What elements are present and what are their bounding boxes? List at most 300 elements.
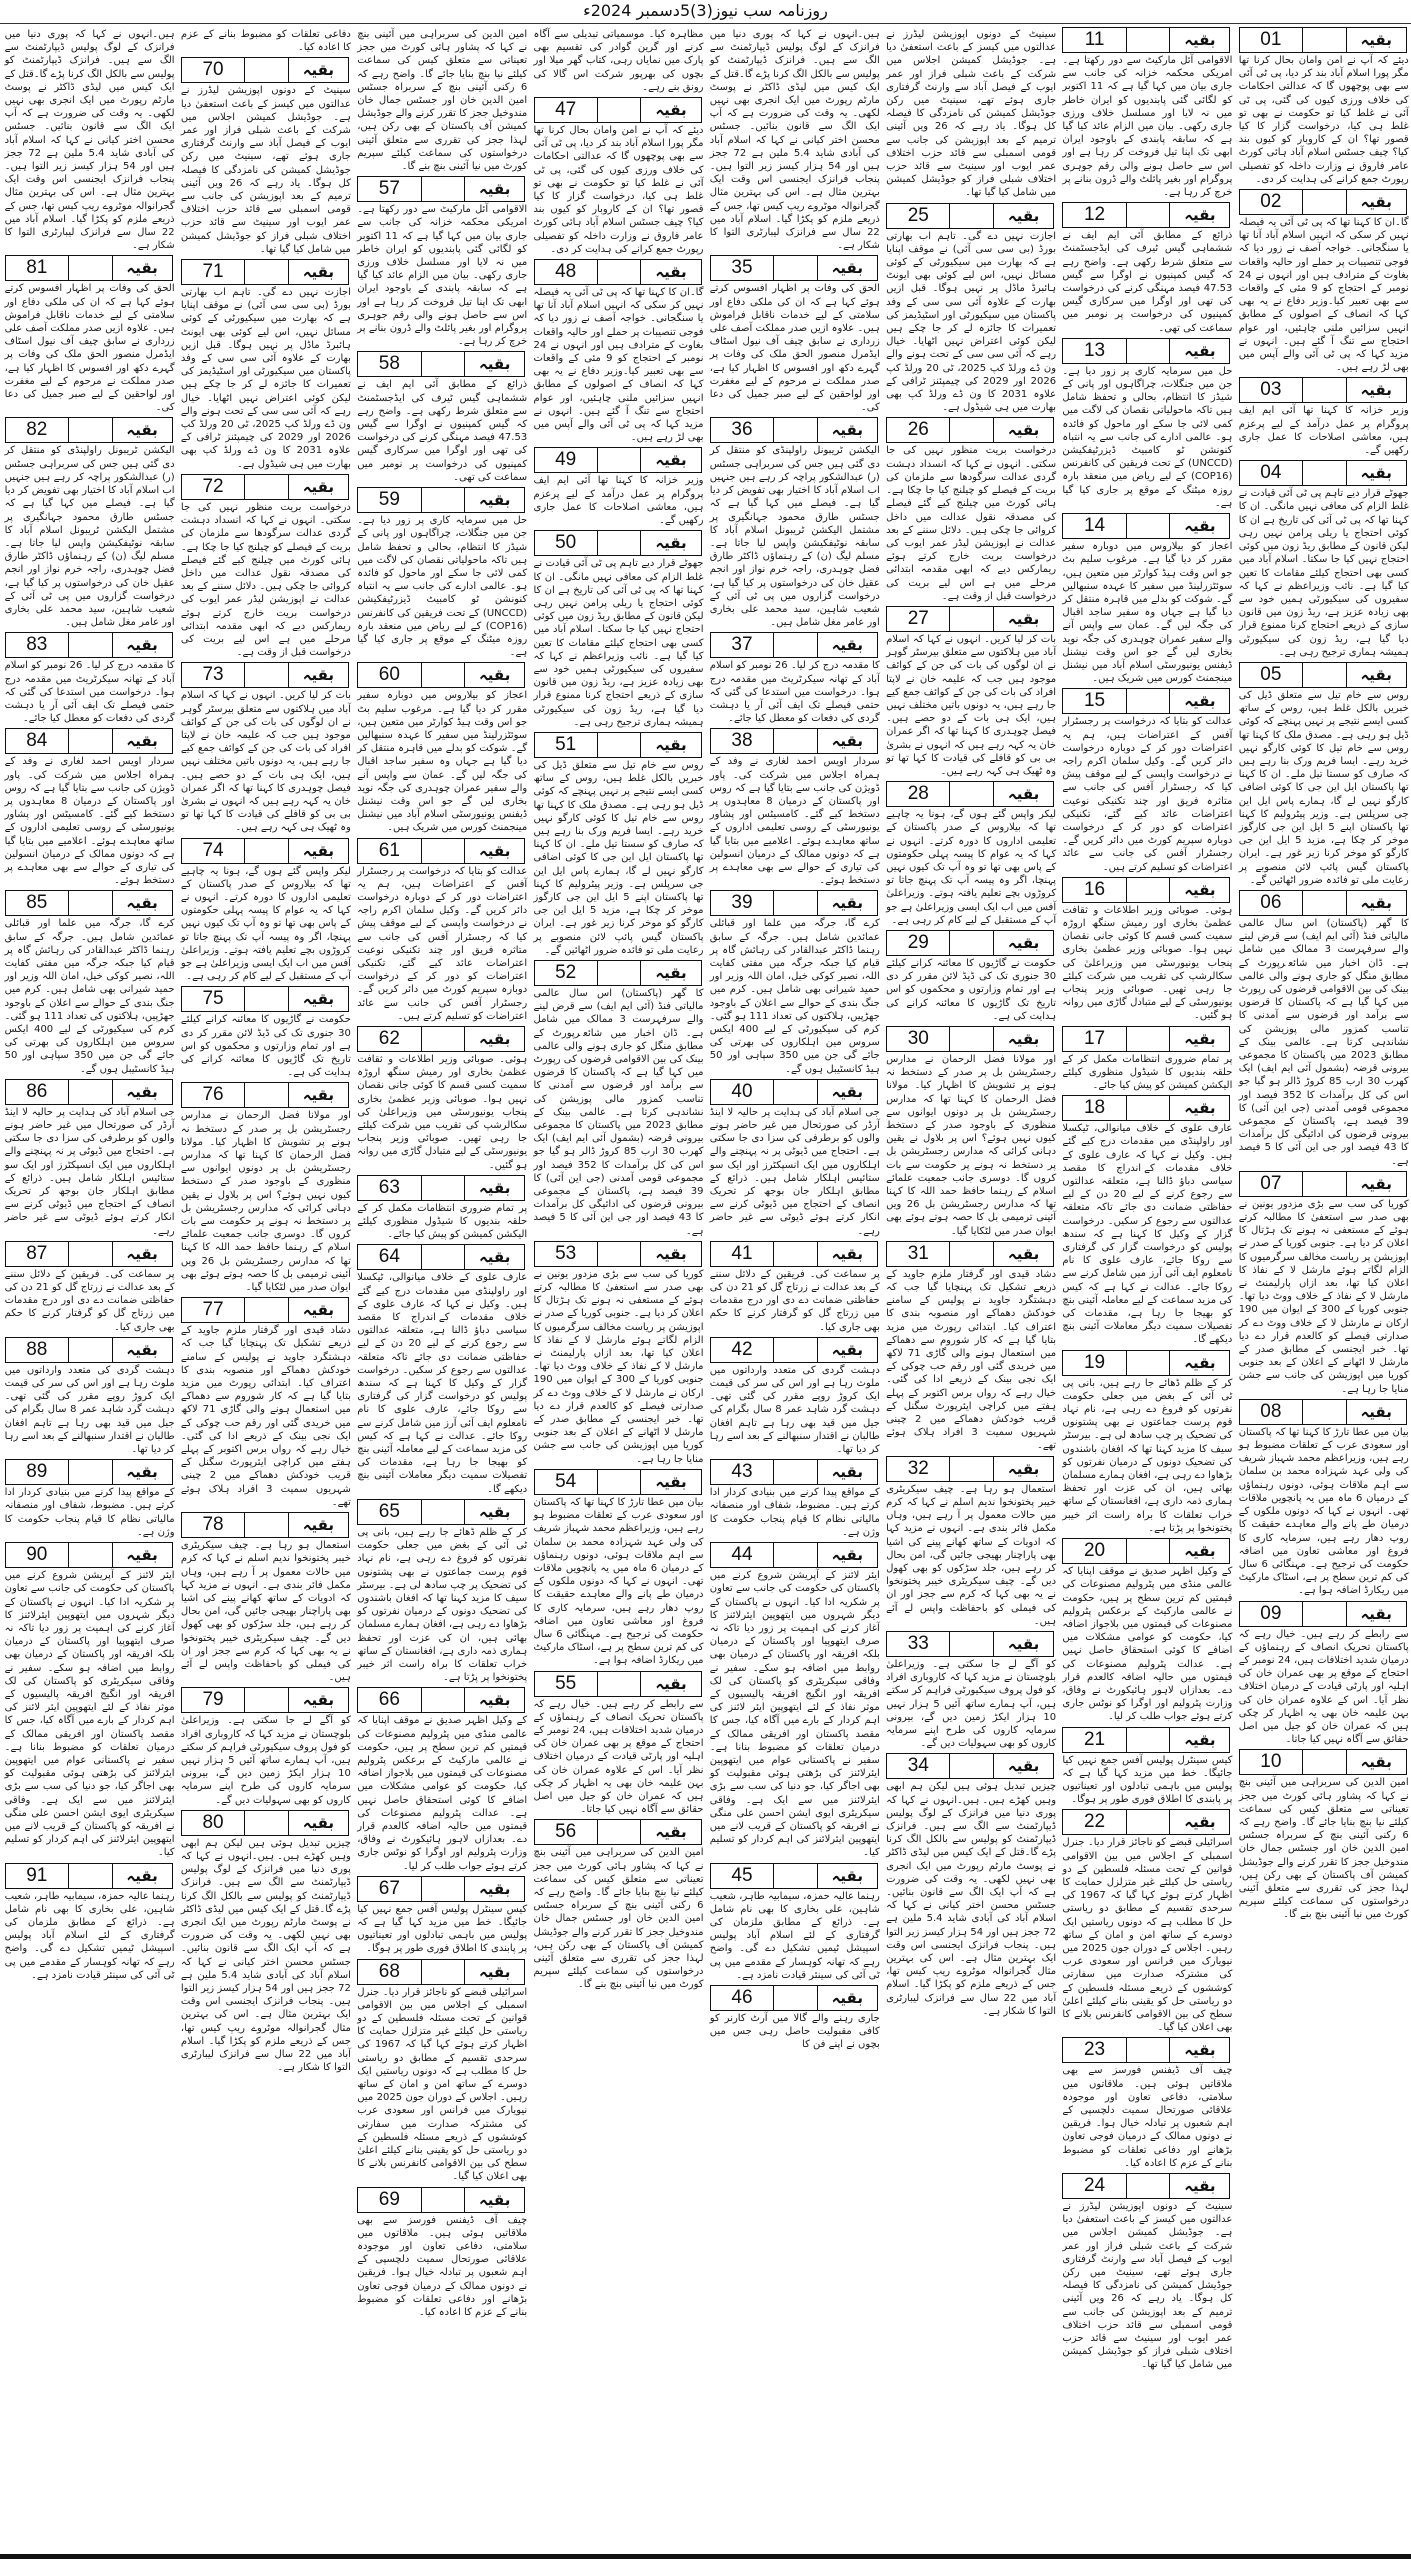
continuation-box — [1062, 202, 1230, 228]
continuation-box — [181, 1512, 349, 1538]
continuation-box — [5, 255, 173, 281]
article-continuation-text — [710, 755, 880, 887]
continuation-number: 86 — [6, 1080, 69, 1104]
continuation-box — [1239, 1749, 1407, 1775]
continuation-number: 01 — [1240, 28, 1303, 52]
article-continuation-text — [1062, 54, 1232, 199]
paragraph: کوریا کی سب سے بڑی مزدور یونین نے بھی صدر سے استعفیٰ کا مطالبہ کرتے ہوئے کے مستعفی نہ ہونے تک ہڑتال کا اعلان کر دیا ہے۔ جنوبی کوریا کے صدر نے اپوزیشن پر ریاست مخالف سرگرمیوں کا الزام لگاتے ہوئے مارشل لا کے نفاذ کا اعلان کیا تھا، بعد ازاں پارلیمنٹ نے مارشل لا کے نفاذ کے خلاف ووٹ دیا تھا۔ جنوبی کوریا کے 300 کے ایوان میں 190 ارکان نے مارشل لا کے خلاف ووٹ دے کر صدارتی فیصلے کو کالعدم قرار دے دیا تھا۔ خبر ایجنسی کے مطابق صدر کے مارشل لا اٹھانے کے اعلان کے بعد جنوبی کوریا میں اپوزیشن کی جانب سے جشن منایا جا رہا ہے۔ — [1238, 1198, 1409, 1395]
paragraph: کا گھر (پاکستان) اس سال عالمی مالیاتی فنڈ (آئی ایم ایف) سے قرض لینے والے سرفہرست 3 ممالک میں شامل ہے۔ ڈان اخبار میں شائع — [533, 987, 704, 1039]
continuation-box — [5, 1863, 173, 1889]
continuation-box-spacer — [598, 733, 642, 757]
continuation-box — [181, 259, 349, 285]
paragraph: گا۔ان کا کہنا تھا کہ پی ٹی آئی یہ فیصلہ نہیں کر سکی کہ انہیں اسلام آباد آنا تھا یا سنگجانی۔ خواجہ آصف نے زور دیا کہ فوجی تنصیبات پر حملے اور حالیہ واقعات بغاوت کے مترادف ہیں اور انہوں نے 24 نومبر کے احتجاج کو 9 مئی کے واقعات سے بھی تعبیر کیا۔وزیر دفاع نے یہ بھی کہا کہ انصاف کے اصولوں کے مطابق انہیں سزائیں ملنی چاہئیں، اور عوام احتجاج سے تنگ آ گئے ہیں۔ انہوں نے مزید کہا کہ پی ٹی آئی والے آپس میں بھی لڑ رہے ہیں۔ — [1238, 217, 1409, 374]
continuation-label: بقیہ — [126, 1244, 158, 1263]
continuation-number: 24 — [1063, 2174, 1126, 2198]
continuation-box — [710, 890, 878, 916]
paragraph: الحق کی وفات پر اظہار افسوس کرتے ہوئے کہا ہے کہ ان کی ملکی دفاع اور سلامتی کے لیے خدمات ناقابل فراموش ہیں۔ علاوہ ازیں صدر مملکت آصف علی زرداری نے سابق چیف آف نیول اسٹاف ایڈمرل منصور الحق ملک کی وفات پر گہرے دکھ اور افسوس کا اظہار کیا ہے، صدر مملکت نے مرحوم کے لیے مغفرت اور لواحقین کے لیے صبر جمیل کی دعا کی۔ — [709, 283, 880, 414]
continuation-label: بقیہ — [126, 894, 158, 913]
paragraph: سینیٹ کے دونوں اپوزیشن لیڈرز نے عدالتوں میں کیسز کے باعث استعفیٰ دیا ہے۔ جوڈیشل کمیشن اجلاس میں شرکت کے باعث شبلی فراز اور عمر ایوب کے فیصل آباد سے وارنٹ گرفتاری جاری ہوئے تھے، سینیٹ میں رکن جوڈیشل کمیشن کی نامزدگی کا فیصلہ کل ہوگا۔ یاد رہے کہ 26 ویں آئینی ترمیم کے بعد اپوزیشن کی جانب سے قومی اسمبلی سے قائد حزب اختلاف عمر ایوب اور سینیٹ سے قائد حزب اختلاف شبلی فراز کو جوڈیشل کمیشن میں شامل کیا گیا تھا۔ — [886, 29, 1057, 199]
article-continuation-text — [181, 84, 351, 256]
paragraph: اور مولانا فضل الرحمان نے مدارس رجسٹریشن بل پر صدر کے دستخط نہ ہونے پر تشویش کا اظہار کیا۔ مولانا فضل الرحمان کا کہنا تھا کہ مدارس رجسٹریشن بل پر دونوں ایوانوں سے منظوری کے باوجود صدر کے دستخط کیوں نہیں ہوئے؟ اس پر بلاول نے یقین دہانی کرائی کہ مدارس رجسٹریشن بل پر دستخط نہ ہونے پر حکومت سے بات کروں گا۔ دوسری جانب جمعیت علمائے اسلام کے رہنما حافظ حمد اللہ کا کہنا تھا کہ مدارس رجسٹریشن بل 26 ویں آئینی ترمیمی بل کا حصہ ہوتے ہوئے بھی ایوان صدر میں لٹکایا گیا۔ — [180, 1110, 351, 1294]
continuation-box — [357, 1026, 525, 1052]
column-4 — [710, 27, 880, 2055]
article-continuation-text — [5, 659, 175, 725]
continuation-label: بقیہ — [1360, 893, 1392, 912]
article-continuation-text — [357, 1986, 527, 2184]
continuation-label: بقیہ — [479, 666, 511, 685]
paragraph: اسرائیلی قبضے کو ناجائز قرار دیا۔ جنرل اسمبلی کے اجلاس میں بین الاقوامی قوانین کے تحت مسئلہ فلسطین کے دو ریاستی حل کیلئے غیر متزلزل حمایت کا اظہار کرتے ہوئے کہا گیا کہ 1967 کی سرحدی تقسیم کے مطابق دو ریاستی حل کا مطلب ہے کہ دونوں ریاستیں ایک دوسرے کے ساتھ امن و امان کے ساتھ رہیں۔ اجلاس کے دوران جون 2025 میں نیویارک میں فرانس اور سعودی عرب کی مشترکہ صدارت میں سفارتی کوششوں کے ذریعے مسئلہ فلسطین کے دو ریاستی حل کو یقینی بنانے کیلئے اعلیٰ سطح کی بین الاقوامی کانفرنس بلانے کا بھی اعلان کیا گیا۔ — [357, 1986, 528, 2183]
page-columns — [0, 27, 1411, 2554]
continuation-label: بقیہ — [1184, 517, 1216, 536]
continuation-box — [710, 1542, 878, 1568]
paragraph: کیس سینٹرل پولیس آفس جمع نہیں کیا جائیگا۔ خط میں مزید کہا گیا ہے کہ پولیس میں باہمی تبادلوں اور تعیناتیوں پر پابندی کا اطلاق فوری طور پر ہوگا۔ — [1062, 1754, 1233, 1806]
continuation-box — [1062, 1095, 1230, 1121]
continuation-box — [5, 1079, 173, 1105]
continuation-box-spacer — [1127, 689, 1171, 713]
article-continuation-text — [534, 1846, 704, 1991]
continuation-box — [1062, 338, 1230, 364]
continuation-number: 84 — [6, 729, 69, 753]
paragraph: حکومت نے گاڑیوں کا معائنہ کرانے کیلئے 30 جنوری تک کی ڈیڈ لائن مقرر کر دی ہے اور تمام وزارتوں و محکموں کو اس تاریخ تک گاڑیوں کا معائنہ کرانے کی ہدایت کی ہے۔ — [886, 957, 1057, 1022]
continuation-box — [1062, 1350, 1230, 1376]
continuation-box — [5, 1459, 173, 1485]
continuation-label: بقیہ — [479, 1691, 511, 1710]
paragraph: ایئر لائنز کے آپریشن شروع کرنے میں پاکستان کی حکومت کی جانب سے تعاون پر شکریہ ادا کیا۔ انہوں نے پاکستان کے دیگر شہروں میں ایتھوپین ایئرلائنز کا آغاز کرنے کی اہمیت پر زور دیا تاکہ نہ صرف ایتھوپیا اور پاکستان کے درمیان بلکہ افریقہ اور پاکستان کے درمیان بھی روابط میں اضافہ ہو سکے۔ سفیر نے وفاقی سیکریٹری کو پاکستان کی لک افریقہ اور انگیج افریقہ پالیسیوں کے موثر نفاذ کے لئے ایتھوپین ایئر لائنز کی اہم کردار کے بارے — [4, 1570, 175, 1727]
continuation-box — [1239, 890, 1407, 916]
article-continuation-text — [886, 1053, 1056, 1238]
paragraph: سینیٹ کے دونوں اپوزیشن لیڈرز نے عدالتوں میں کیسز کے باعث استعفیٰ دیا ہے۔ جوڈیشل کمیشن اجلاس میں شرکت کے باعث شبلی فراز اور عمر ایوب کے فیصل آباد سے وارنٹ گرفتاری جاری ہوئے تھے، سینیٹ میں رکن جوڈیشل کمیشن کی نامزدگی کا فیصلہ کل ہوگا۔ یاد رہے کہ 26 ویں آئینی ترمیم کے بعد اپوزیشن کی جانب سے قومی اسمبلی سے قائد حزب اختلاف عمر ایوب اور سینیٹ سے قائد حزب اختلاف شبلی فراز کو جوڈیشل کمیشن میں شامل کیا گیا تھا۔ — [1062, 2201, 1233, 2371]
article-continuation-text — [534, 759, 704, 957]
continuation-label: بقیہ — [302, 1086, 335, 1105]
article-continuation-text — [886, 1658, 1056, 1750]
paragraph: پر سماعت کی۔ فریقین کے دلائل سننے کے بعد عدالت نے زرتاج گل کو 21 دن کی حفاظتی ضمانت دے دی اور درج مقدمات میں زرتاج گل کو گرفتار کرنے کا حکم بھی جاری کیا۔ — [709, 1268, 880, 1333]
continuation-label: بقیہ — [479, 355, 511, 374]
continuation-label: بقیہ — [831, 421, 863, 440]
paragraph: کا مقدمہ درج کر لیا۔ 26 نومبر کو اسلام آباد کے تھانہ سیکرٹریٹ میں مقدمہ درج ہوا۔ درخواست میں استدعا کی گئی کہ حتمی فیصلے تک ایف آئی آر یا دہشت گردی کی دفعات کو معطل کیا جائے۔ — [709, 660, 880, 725]
continuation-number: 75 — [182, 987, 245, 1011]
continuation-box-spacer — [1127, 1351, 1171, 1375]
continuation-box-spacer — [774, 256, 818, 280]
continuation-box-spacer — [422, 1688, 466, 1712]
paragraph: بات کر لیا کریں۔ انہوں نے کہا کہ اسلام آباد میں ہلاکتوں سے متعلق بیرسٹر گوہر نے ان لوگوں کی بات کی جن کے کوائف موجود ہیں جب کہ علیمہ خان نے لاپتا افراد کی بات کی جن کے کوائف جمع کیے جا رہے ہیں، یہ دونوں باتیں مختلف نہیں ہیں، ایک ہی بات کے دو حصے ہیں۔ فیصل چوہدری کا کہنا تھا کہ اگر عمران خان یہ کہہ رہے ہیں کہ انہوں نے بشریٰ بی بی کو قافلے کی قیادت کا کہا تھا تو وہ ٹھیک ہی کہہ رہے ہیں۔ — [886, 633, 1057, 777]
continuation-number: 80 — [182, 1811, 245, 1835]
article-continuation-text — [534, 1496, 704, 1668]
continuation-box — [1239, 1171, 1407, 1197]
continuation-box-spacer — [245, 1513, 289, 1537]
continuation-label: بقیہ — [126, 732, 158, 751]
continuation-box — [181, 838, 349, 864]
continuation-box-spacer — [422, 839, 466, 863]
paragraph: کا مقدمہ درج کر لیا۔ 26 نومبر کو اسلام آباد کے تھانہ سیکرٹریٹ میں مقدمہ درج ہوا۔ درخواست میں استدعا کی گئی کہ حتمی فیصلے تک ایف آئی آر یا دہشت گردی کی دفعات کو معطل کیا جائے۔ — [4, 660, 175, 725]
continuation-box — [886, 1456, 1054, 1482]
masthead — [0, 0, 1411, 24]
article-continuation-text — [886, 444, 1056, 602]
paragraph: دفاعی تعلقات کو مضبوط بنانے کے عزم کا اعادہ کیا۔ — [180, 29, 351, 54]
continuation-number: 68 — [358, 1960, 421, 1984]
article-continuation-text — [5, 1890, 175, 1982]
continuation-label: بقیہ — [831, 636, 863, 655]
paragraph: ہیں۔انہوں نے کہا کہ پوری دنیا میں فرانزک کے لوگ پولیس ڈیپارٹمنٹ سے الگ سے ہیں۔ فرانزک ڈیپارٹمنٹ کو پولیس سے بالکل الگ کرنا پڑے گا۔قتل کے ایک کیس میں لیڈی ڈاکٹر نے پوسٹ مارٹم رپورٹ میں ایک انجری بھی نہیں لکھی۔ یہ وقت کی ضرورت ہے کہ آپ ایک الگ سے قانون بنائیں۔ جسٹس محسن اختر کیانی نے کہا کہ اسلام آباد کی آبادی شاید 5.4 ملین ہے 72 ججز ہیں اور 54 ہزار کیسز زیر التوا ہیں۔ پنجاب فرانزک ایجنسی اس وقت ایک بہترین مثال ہے۔ اس کی بہترین مثال گجرانوالہ موٹروے ریپ کیس تھا، جس کے ذریعے ملزم کو پکڑا گیا۔ اسلام آباد میں 22 سال سے فرانزک لیبارٹری التوا کا شکار ہے۔ — [709, 29, 880, 252]
article-continuation-text — [1062, 1377, 1232, 1535]
paragraph: کو آگے لے جا سکتی ہے۔ وزیراعلیٰ بلوچستان نے مزید کہا کہ کاروباری افراد کو فول پروف سیکیورٹی فراہم کر سکتے ہیں، آپ ہمارے ساتھ آئیں 5 ہزار نہیں 10 ہزار ایکڑ زمین دیں گے، بیرونی سرمایہ کاروں کی طرح اپنے سرمایہ کاروں کو بھی سہولیات دیں گے۔ — [886, 1658, 1057, 1750]
article-continuation-text — [357, 1053, 527, 1172]
continuation-number: 38 — [711, 729, 774, 753]
continuation-label: بقیہ — [126, 1463, 158, 1482]
continuation-box-spacer — [774, 891, 818, 915]
article-continuation-text — [357, 865, 527, 1023]
continuation-box-spacer — [598, 1820, 642, 1844]
continuation-number: 08 — [1240, 1400, 1303, 1424]
continuation-box — [710, 1079, 878, 1105]
article-continuation-text — [886, 1780, 1056, 2018]
paragraph: پر تمام ضروری انتظامات مکمل کر کے حلقہ بندیوں کا شیڈول منظوری کیلئے الیکشن کمیشن کو پیش کیا جائے۔ — [1062, 1053, 1233, 1091]
article-continuation-text — [5, 917, 175, 1075]
continuation-label: بقیہ — [1184, 1542, 1216, 1561]
article-continuation-text — [710, 282, 880, 414]
paragraph: جھوٹے قرار دیے تاہم پی ٹی آئی قیادت نے غلط الزام کی معافی نہیں مانگی۔ ان کا کہنا تھا کہ پی ٹی آئی کی تاریخ ہے ان کا کوئی احتجاج یا ریلی پرامن نہیں رہی لیکن قانون کے مطابق ریڈ زون میں کوئی احتجاج نہیں کیا جا سکتا۔ اسلام آباد میں کسی بھی احتجاج کیلئے مقامات کا تعین کیا گیا ہے۔ نائب وزیراعظم نے کہا کہ سفیروں کی سیکیورٹی ہمیں خود سے بھی زیادہ عزیز ہے، ریڈ زون میں قانون سازی کے ذریعے احتجاج کرنا ممنوع قرار دیا گیا ہے، ریڈ زون کی سیکیورٹی ہمیشہ ہماری ترجیح رہی ہے۔ — [1238, 488, 1409, 658]
continuation-label: بقیہ — [655, 963, 687, 982]
article-continuation-text — [886, 1268, 1056, 1453]
paragraph: امین الدین کی سربراہی میں آئینی بنچ نے کہا کہ پشاور ہائی کورٹ میں ججز تعیناتی سے متعلق کیس کی سماعت کیلئے نیا بنچ بنایا جائے گا۔ واضح رہے کہ 6 رکنی آئینی بنچ کے سربراہ جسٹس امین الدین خان اور جسٹس جمال خان مندوخیل ججز کا تقرر کرنے والے جوڈیشل کمیشن آف پاکستان کے بھی رکن ہیں، لہذا ججز کی تقرری سے متعلق آئینی درخواستوں کی سماعت کیلئے سپریم کورٹ میں نیا آئینی بنچ بنے گا۔ — [1238, 1777, 1409, 1921]
continuation-box — [1062, 1727, 1230, 1753]
article-continuation-text — [1062, 1122, 1232, 1346]
article-continuation-text — [357, 2214, 527, 2320]
article-continuation-text — [357, 1903, 527, 1956]
continuation-number: 11 — [1063, 28, 1126, 52]
article-continuation-text — [5, 1268, 175, 1334]
continuation-box — [1062, 2037, 1230, 2063]
article-continuation-text — [534, 987, 704, 1238]
paragraph: الیکشن ٹریبونل راولپنڈی کو منتقل کر دی گئی ہیں جس کی سربراہی جسٹس (ر) عبدالشکور پراچہ کر رہے ہیں جنہیں اب اسلام آباد کا اختیار بھی تفویض کر دیا گیا ہے۔ فیصلے میں کہا گیا ہے کہ جسٹس طارق محمود جہانگیری پر مشتمل الیکشن ٹریبونل اسلام آباد کا سابقہ نوٹیفکیشن واپس لیا جاتا ہے۔ مسلم لیگ (ن) کے رہنماؤں ڈاکٹر طارق فضل چوہدری، راجہ خرم نواز اور انجم عقیل خان کی درخواستوں پر کیا گیا ہے، درخواست گزاروں میں پی ٹی آئی کے شعیب شاہین، سید محمد علی بخاری اور عامر مغل شامل ہیں۔ — [4, 445, 175, 629]
continuation-box — [886, 1631, 1054, 1657]
continuation-box — [534, 97, 702, 123]
paragraph: سینیٹ کے دونوں اپوزیشن لیڈرز نے عدالتوں میں کیسز کے باعث استعفیٰ دیا ہے۔ جوڈیشل کمیشن اجلاس میں شرکت کے باعث شبلی فراز اور عمر ایوب کے فیصل آباد سے وارنٹ گرفتاری جاری ہوئے تھے، سینیٹ میں رکن جوڈیشل کمیشن کی نامزدگی کا فیصلہ کل ہوگا۔ یاد رہے کہ 26 ویں آئینی ترمیم کے بعد اپوزیشن کی جانب سے قومی اسمبلی سے قائد حزب اختلاف عمر ایوب اور سینیٹ سے قائد حزب اختلاف شبلی فراز کو جوڈیشل کمیشن میں شامل کیا گیا تھا۔ — [180, 85, 351, 255]
continuation-box-spacer — [245, 475, 289, 499]
continuation-box — [1239, 27, 1407, 53]
continuation-number: 91 — [6, 1864, 69, 1888]
continuation-box-spacer — [1127, 339, 1171, 363]
continuation-box-spacer — [774, 1543, 818, 1567]
paragraph: ایئر لائنز کے آپریشن شروع کرنے میں پاکستان کی حکومت کی جانب سے تعاون پر شکریہ ادا کیا۔ انہوں نے پاکستان کے دیگر شہروں میں ایتھوپین ایئرلائنز کا آغاز کرنے کی اہمیت پر زور دیا تاکہ نہ صرف ایتھوپیا اور پاکستان کے درمیان بلکہ افریقہ اور پاکستان کے درمیان بھی روابط میں اضافہ ہو سکے۔ سفیر نے وفاقی سیکریٹری کو پاکستان کی لک افریقہ اور انگیج افریقہ پالیسیوں کے موثر نفاذ کے لئے ایتھوپین ایئر لائنز کی اہم کردار کے بارے — [709, 1570, 880, 1727]
continuation-box-spacer — [1303, 891, 1347, 915]
continuation-number: 52 — [535, 961, 598, 985]
paragraph: اور مولانا فضل الرحمان نے مدارس رجسٹریشن بل پر صدر کے دستخط نہ ہونے پر تشویش کا اظہار کیا۔ مولانا فضل الرحمان کا کہنا تھا کہ مدارس رجسٹریشن بل پر دونوں ایوانوں سے منظوری کے باوجود صدر کے دستخط کیوں نہیں ہوئے؟ اس پر بلاول نے یقین دہانی کرائی کہ مدارس رجسٹریشن بل پر دستخط نہ ہونے پر حکومت سے بات کروں گا۔ دوسری جانب جمعیت علمائے اسلام کے رہنما حافظ حمد اللہ کا کہنا تھا کہ مدارس رجسٹریشن بل 26 ویں آئینی ترمیمی بل کا حصہ ہوتے ہوئے بھی ایوان صدر میں لٹکایا گیا۔ — [886, 1054, 1057, 1237]
article-continuation-text — [710, 28, 880, 252]
continuation-label: بقیہ — [1360, 1402, 1392, 1421]
continuation-box-spacer — [1303, 1750, 1347, 1774]
continuation-box-spacer — [1127, 1027, 1171, 1051]
paragraph: بات کر لیا کریں۔ انہوں نے کہا کہ اسلام آباد میں ہلاکتوں سے متعلق بیرسٹر گوہر نے ان لوگوں کی بات کی جن کے کوائف موجود ہیں جب کہ علیمہ خان نے لاپتا افراد کی بات کی جن کے کوائف جمع کیے جا رہے ہیں، یہ دونوں باتیں مختلف نہیں ہیں، ایک ہی بات کے دو حصے ہیں۔ فیصل چوہدری کا کہنا تھا کہ اگر عمران خان یہ کہہ رہے ہیں کہ انہوں نے بشریٰ بی بی کو قافلے کی قیادت کا کہا تھا تو وہ ٹھیک ہی کہہ رہے ہیں۔ — [180, 690, 351, 834]
continuation-label: بقیہ — [1184, 692, 1216, 711]
continuation-label: بقیہ — [479, 1879, 511, 1898]
article-continuation-text — [1062, 540, 1232, 685]
column-2 — [1062, 27, 1232, 2375]
continuation-number: 65 — [358, 1500, 421, 1524]
article-continuation-text — [534, 557, 704, 729]
article-continuation-text — [1062, 1565, 1232, 1723]
paragraph: جی اسلام آباد کی ہدایت پر حالیہ لا اینڈ آرڈر کی صورتحال میں غیر حاضر ہونے والوں کو برطرفی کی سزا دی جا سکتی ہے۔ احتجاج میں ڈیوٹی پر نہ پہنچنے والے اہلکاروں میں ایک انسپکٹرز اور ایک سو ستائیس اہلکار شامل ہیں۔ ذرائع کے مطابق اہلکار جان بوجھ کر تحریک انصاف کے احتجاج میں ڈیوٹی کرنے سے انکار کرتے ہوئے ڈیوٹی سے غیر حاضر رہے۔ — [709, 1106, 880, 1237]
article-continuation-text — [710, 1268, 880, 1334]
paragraph: دہشت گردی کی متعدد وارداتوں میں ملوث رہا ہے اور اس کی سر کی قیمت ایک کروڑ روپے مقرر کی گئی تھی۔ دہشت گرد شاہد عمر 8 سال بگرام کی جیل میں قید بھی رہا ہے تاہم افغان طالبان نے اقتدار سنبھالنے کے بعد اسے رہا کر دیا تھا۔ — [709, 1364, 880, 1456]
continuation-label: بقیہ — [831, 1340, 863, 1359]
paragraph: جی اسلام آباد کی ہدایت پر حالیہ لا اینڈ آرڈر کی صورتحال میں غیر حاضر ہونے والوں کو برطرفی کی سزا دی جا سکتی ہے۔ احتجاج میں ڈیوٹی پر نہ پہنچنے والے اہلکاروں میں ایک انسپکٹرز اور ایک سو ستائیس اہلکار شامل ہیں۔ ذرائع کے مطابق اہلکار جان بوجھ کر تحریک انصاف کے احتجاج میں ڈیوٹی کرنے سے انکار کرتے ہوئے ڈیوٹی سے غیر حاضر رہے۔ — [4, 1106, 175, 1237]
continuation-box — [1062, 1809, 1230, 1835]
paragraph: دیئے کہ آپ نے امن وامان بحال کرنا تھا مگر پورا اسلام آباد بند کر دیا، پی ٹی آئی سے بھی پوچھوں گا کہ عدالتی احکامات کی خلاف ورزی کیوں کی گئی، پی ٹی آئی نے غلط کیا تو حکومت نے بھی تو غلط ہی کیا، درخواست گزار کا کیا قصور تھا؟ ان کے کاروبار کو کیوں بند کیا؟ چیف جسٹس اسلام آباد ہائی کورٹ عامر فاروق نے وزارت داخلہ کو تفصیلی رپورٹ جمع کرانے کی ہدایت کر دی۔ — [1238, 55, 1409, 185]
continuation-number: 33 — [887, 1632, 950, 1656]
continuation-number: 13 — [1063, 339, 1126, 363]
continuation-label: بقیہ — [1007, 1030, 1040, 1048]
continuation-box-spacer — [598, 1672, 642, 1696]
paragraph: کرے گا، جرگہ میں علما اور قبائلی عمائدین شامل ہیں۔ جرگہ کے سابق رہنما ڈاکٹر عبدالقادر کی رہائش گاہ پر قیام کیا جبکہ جرگہ میں مفتی کفایت اللہ، نصیر کوکی خیل، امان اللہ وزیر اور حمید شیرانی بھی شامل ہیں۔ کرم میں جنگ بندی کے حوالے سے اعلان کے باوجود جھڑپیں، ہلاکتوں کی تعداد 111 ہو گئی۔ کرم کی سیکیورٹی کے لیے 400 ایکس سروس مین اہلکاروں کی بھرتی کی جائے گی جن میں 350 سپاہی اور 50 ہیڈ کانسٹیبل ہوں گے۔ — [709, 918, 880, 1075]
continuation-box-spacer — [950, 1632, 994, 1656]
paragraph: سے رابطے کر رہے ہیں۔ خیال رہے کہ پاکستان تحریک انصاف کے رہنماؤں کے درمیان شدید اختلافات ہیں، 24 نومبر کے احتجاج کے موقع پر بھی عمران خان کی اہلیہ اور پارٹی قیادت کے درمیان اختلاف نظر آیا۔ اس کے علاوہ عمران خان کی بہن علیمہ خان بھی یہ اظہار کر چکی ہیں کہ عمران خان کو جیل میں اصل حقائق سے آگاہ نہیں کیا جاتا۔ — [1238, 1628, 1409, 1746]
continuation-box — [534, 530, 702, 556]
continuation-box — [5, 728, 173, 754]
paragraph: کیس سینٹرل پولیس آفس جمع نہیں کیا جائیگا۔ خط میں مزید کہا گیا ہے کہ پولیس میں باہمی تبادلوں اور تعیناتیوں پر پابندی کا اطلاق فوری طور پر ہوگا۔ — [357, 1903, 528, 1955]
article-continuation-text — [1239, 404, 1409, 457]
continuation-label: بقیہ — [831, 1463, 863, 1482]
continuation-number: 23 — [1063, 2038, 1126, 2062]
continuation-box — [357, 662, 525, 688]
paragraph: چیزیں تبدیل ہوئی ہیں لیکن ہم ابھی وہیں کھڑے ہیں۔ — [180, 1837, 351, 1862]
continuation-box-spacer — [1127, 878, 1171, 902]
continuation-number: 63 — [358, 1176, 421, 1200]
article-continuation-text — [5, 1106, 175, 1238]
continuation-box-spacer — [598, 448, 642, 472]
continuation-number: 05 — [1240, 663, 1303, 687]
continuation-box-spacer — [1303, 28, 1347, 52]
continuation-label: بقیہ — [655, 1472, 687, 1491]
continuation-box-spacer — [774, 1080, 818, 1104]
continuation-box-spacer — [598, 1470, 642, 1494]
article-continuation-text — [710, 2012, 880, 2052]
continuation-number: 77 — [182, 1298, 245, 1322]
continuation-box-spacer — [422, 488, 466, 512]
paragraph: درخواست بریت منظور نہیں کی جا سکتی۔ انہوں نے کہا کہ انسداد دہشت گردی عدالت سرگودھا سے ملزمان کی بریت کے فیصلے کو چیلنج کیا جا چکا ہے۔ ہائی کورٹ میں چیلنج کیے گئے فیصلے کی مصدقہ نقول عدالت میں داخل کروائی جا چکی ہیں۔ دلائل سننے کے بعد عدالت نے اپوزیشن لیڈر عمر ایوب کی درخواست بریت خارج کرتے ہوئے ریمارکس دیے کہ ابھی مقدمہ ابتدائی مرحلے میں ہے اس لیے بریت کی درخواست قبل از وقت ہے۔ — [886, 445, 1057, 602]
continuation-label: بقیہ — [1007, 609, 1040, 628]
article-continuation-text — [181, 1714, 351, 1806]
continuation-label: بقیہ — [1007, 1459, 1040, 1478]
continuation-label: بقیہ — [479, 491, 511, 510]
continuation-number: 82 — [6, 418, 69, 442]
continuation-box — [1239, 1399, 1407, 1425]
continuation-box-spacer — [1127, 203, 1171, 227]
continuation-box-spacer — [774, 1242, 818, 1266]
article-continuation-text — [886, 808, 1056, 927]
continuation-box — [886, 1026, 1054, 1052]
continuation-box-spacer — [1127, 2038, 1171, 2062]
article-continuation-text — [5, 444, 175, 629]
paragraph: ذرائع کے مطابق آئی ایم ایف نے ششماہی گیس ٹیرف کی ایڈجسٹمنٹ سے متعلق شرط رکھی ہے۔ واضح رہے کہ گیس کمپنیوں نے اوگرا سے گیس 47.53 فیصد مہنگی کرنے کی درخواست کی تھی اور اوگرا میں سرکاری گیس کمپنیوں کی درخواست پر نومبر میں سماعت کی تھی۔ — [1062, 230, 1233, 334]
continuation-number: 57 — [358, 177, 421, 201]
paragraph: وزیر خزانہ کا کہنا تھا آئی ایم ایف پروگرام پر عمل درآمد کے لیے پرعزم ہیں، معاشی اصلاحات کا عمل جاری رکھیں گے۔ — [1238, 405, 1409, 457]
article-continuation-text — [181, 1109, 351, 1294]
continuation-box-spacer — [69, 256, 113, 280]
continuation-box-spacer — [1303, 461, 1347, 485]
continuation-box-spacer — [422, 1877, 466, 1901]
continuation-number: 04 — [1240, 461, 1303, 485]
continuation-label: بقیہ — [655, 534, 687, 553]
article-continuation-text — [1239, 1628, 1409, 1747]
paragraph: سردار اویس احمد لغاری نے وفد کے ہمراہ اجلاس میں شرکت کی۔ پاور ڈویژن کی جانب سے بتایا گیا ہے کہ روس اور پاکستان کے درمیان 8 معاہدوں پر دستخط کیے گئے۔ کامسیٹس اور پشاور یونیورسٹی کے روسی تعلیمی اداروں کے ساتھ معاہدے ہوئے۔ اعلامیے میں بتایا گیا ہے کہ دونوں ممالک کے درمیان انسولین کی تیاری کے حوالے سے بھی معاہدے پر دستخط ہوئے۔ — [4, 756, 175, 887]
article-continuation-text — [534, 286, 704, 444]
continuation-label: بقیہ — [655, 451, 687, 470]
continuation-number: 62 — [358, 1027, 421, 1051]
article-continuation-text — [1239, 216, 1409, 374]
article-continuation-text — [1062, 904, 1232, 1023]
paragraph: جھوٹے قرار دیے تاہم پی ٹی آئی قیادت نے غلط الزام کی معافی نہیں مانگی۔ ان کا کہنا تھا کہ پی ٹی آئی کی تاریخ ہے ان کا کوئی احتجاج یا ریلی پرامن نہیں رہی لیکن قانون کے مطابق ریڈ زون میں کوئی احتجاج نہیں کیا جا سکتا۔ اسلام آباد میں کسی بھی احتجاج کیلئے مقامات کا تعین کیا گیا ہے۔ نائب وزیراعظم نے کہا کہ سفیروں کی سیکیورٹی ہمیں خود سے بھی زیادہ عزیز ہے، ریڈ زون میں قانون سازی کے ذریعے احتجاج کرنا ممنوع قرار دیا گیا ہے، ریڈ زون کی سیکیورٹی ہمیشہ ہماری ترجیح رہی ہے۔ — [533, 558, 704, 728]
continuation-box-spacer — [1127, 1539, 1171, 1563]
continuation-label: بقیہ — [831, 894, 863, 913]
article-continuation-text — [357, 689, 527, 834]
continuation-box-spacer — [774, 1864, 818, 1888]
paragraph: اعجاز کو بیلاروس میں دوبارہ سفیر مقرر کر دیا گیا ہے۔ مرغوب سلیم بٹ جو اس وقت ہیڈ کوارٹر میں متعین ہیں، سوئٹزرلینڈ میں سفیر کا عہدہ سنبھالیں گے۔ شوکت کو بدلے میں قاہرہ منتقل کر دیا گیا ہے جہاں وہ سفیر ساجد اقبال کی جگہ لیں گے۔ عمان سے واپس آنے والے سفیر عمران چوہدری کی جگہ نوید بخاری لیں گے جو اس وقت نیشنل ڈیفنس یونیورسٹی اسلام آباد میں نیشنل مینجمنٹ کورس میں شریک ہیں۔ — [357, 690, 528, 834]
continuation-box — [181, 1297, 349, 1323]
continuation-number: 09 — [1240, 1602, 1303, 1626]
paragraph: استعمال ہو رہا ہے۔ چیف سیکریٹری خیبر پختونخوا ندیم اسلم نے کہا کہ کرم میں حالات معمول پر آ رہے ہیں، وہاں مکمل فائر بندی ہے۔ انہوں نے مزید کہا کہ ادویات کے ساتھ کھانے پینے کی اشیا بھی پاراچنار بھیجی جائیں گی، امن بحال کر رہے ہیں، جلد سڑکوں کو بھی کھول دیں گے۔ چیف سیکریٹری خیبر پختونخوا نے یہ بھی کہا کہ کرم سے ججز اور ان کی فیملی کو باحفاظت واپس لے آئے ہیں۔ — [180, 1540, 351, 1684]
paragraph: چیف آف ڈیفنس فورسز سے بھی ملاقاتیں ہوئی ہیں۔ ملاقاتوں میں سلامتی، دفاعی تعاون اور موجودہ علاقائی صورتحال سمیت دلچسپی کے اہم شعبوں پر تبادلہ خیال ہوا۔ فریقین نے دونوں ممالک کے درمیان فوجی تعاون بڑھانے اور دفاعی تعلقات کو مضبوط بنانے کے عزم کا اعادہ کیا۔ — [357, 2214, 528, 2319]
continuation-number: 02 — [1240, 190, 1303, 214]
continuation-box — [1062, 2173, 1230, 2199]
continuation-box — [181, 57, 349, 83]
article-continuation-text — [357, 378, 527, 484]
paragraph: اندراج کا مقصد سیاسی دباؤ ڈالنا ہے، متعلقہ عدالتوں سے رجوع کرنے کے لیے 20 دن کے لیے حفاظتی ضمانت دی جائے تاکہ متعلقہ عدالتوں سے رجوع کر سکیں۔ درخواست گزار کے وکیل کا کہنا ہے کہ سندھ پولیس کو درخواست گزار کی گرفتاری سے روکا جائے، عارف علوی کا نام نامعلوم ایف آئی آرز میں شامل کرنے سے روکا جائے۔ عدالت نے کہا ہے کہ کیس کی مزید سماعت کے لیے معاملہ آئینی بنچ کو بھیجا جا رہا ہے، مقدمات کی تفصیلات سمیت دیگر معاملات آئینی بنچ دیکھے گا۔ — [1062, 1162, 1233, 1346]
continuation-number: 27 — [887, 607, 950, 631]
article-continuation-text — [181, 1539, 351, 1684]
continuation-label: بقیہ — [1360, 1604, 1392, 1623]
article-continuation-text — [357, 1202, 527, 1242]
paragraph: عدالت کو بتایا کہ درخواست پر رجسٹرار آفس کے اعتراضات ہیں، ہم یہ اعتراضات دور کر کے دوبارہ درخواست دائر کریں گے۔ وکیل سلمان اکرم راجہ نے درخواست واپسی کے لیے موقف پیش کیا کہ رجسٹرار آفس کی جانب سے متاثرہ فریق اور چند تکنیکی نوعیت اعتراضات عائد کیے گئے، تکنیکی اعتراضات کو دور کر کے درخواست دوبارہ سپریم کورٹ میں دائر کریں گے۔ رجسٹرار آفس کی جانب سے عائد اعتراضات کو تسلیم کرتے ہیں۔ — [1062, 716, 1233, 873]
article-continuation-text — [1239, 1776, 1409, 1921]
continuation-box — [710, 255, 878, 281]
continuation-number: 83 — [6, 633, 69, 657]
continuation-number: 53 — [535, 1242, 598, 1266]
continuation-box — [357, 1687, 525, 1713]
continuation-number: 31 — [887, 1242, 950, 1266]
continuation-number: 51 — [535, 733, 598, 757]
continuation-box — [357, 1959, 525, 1985]
continuation-box — [710, 1337, 878, 1363]
article-continuation-text — [1062, 365, 1232, 510]
continuation-number: 35 — [711, 256, 774, 280]
continuation-box — [534, 447, 702, 473]
continuation-box — [181, 662, 349, 688]
continuation-number: 70 — [182, 58, 245, 82]
article-continuation-text — [1239, 689, 1409, 887]
column-7 — [181, 27, 351, 2077]
continuation-label: بقیہ — [1360, 464, 1392, 483]
continuation-label: بقیہ — [1007, 421, 1040, 440]
continuation-box-spacer — [1303, 190, 1347, 214]
paragraph: روس سے خام تیل سے متعلق ڈیل کی خبریں بالکل غلط ہیں، روس کے ساتھ کسی ایسے نتیجے پر نہیں پہنچے کہ کوئی ڈیل ہو رہی ہے۔ مصدق ملک کا کہنا تھا روس سے خام تیل کا کوئی کارگو نہیں خرید رہے۔ ایسا فریم ورک بنا رہے ہیں کہ صارف کو سستا تیل ملے۔ ان کا کہنا تھا پاکستان ایل این جی کا کوئی اضافی کارگو نہیں لے گا، ہمارے پاس ایل این جی سرپلس ہے۔ وزیر پیٹرولیم کا کہنا تھا پاکستان اپنے 5 ایل این جی کارگوز موخر کر چکا ہے، مزید 5 ایل این جی کارگو کو موخر کرنا زیر غور ہے۔ ایران پاکستان گیس پائپ لائن منصوبے پر رعایت ملی تو فائدہ ضرور اٹھائیں گے۔ — [533, 759, 704, 956]
continuation-label: بقیہ — [1360, 381, 1392, 400]
continuation-label: بقیہ — [302, 477, 335, 496]
paragraph: میں آگاہ کیا، جس کا مقصد پاکستان اور افریقی ممالک کے درمیان تعلقات کو مضبوط بنانا ہے۔ سفیر نے پاکستانی عوام میں ایتھوپین ایئرلائنز کی بڑھتی ہوئی مقبولیت کو بھی اجاگر کیا، جو دنیا کی سب سے بڑی ایئرلائنز میں سے ایک ہے۔ وفاقی سیکریٹری ایوی ایشن احسن علی منگی نے افریقہ کو پاکستان کے قریب لانے میں ایتھوپین ایئرلائنز کی اہم کردار کو تسلیم کیا۔ — [4, 1715, 175, 1859]
continuation-box-spacer — [774, 729, 818, 753]
article-continuation-text — [886, 230, 1056, 415]
continuation-box-spacer — [950, 782, 994, 806]
continuation-label: بقیہ — [1360, 1174, 1392, 1193]
continuation-label: بقیہ — [1184, 1353, 1216, 1372]
continuation-number: 69 — [358, 2188, 421, 2212]
paragraph: ہوئی۔ صوبائی وزیر اطلاعات و ثقافت عظمیٰ بخاری اور رمیش سنگھ اروڑہ سمیت کسی قسم کا کوئی جانی نقصان نہیں ہوا۔ صوبائی وزیر عظمیٰ بخاری پنجاب یونیورسٹی میں وزیراعلیٰ کی سکالرشپ کی تقریب میں شرکت کیلئے جا رہی تھیں۔ صوبائی وزیر پنجاب یونیورسٹی کے لیے متبادل گاڑی میں روانہ ہو گئیں۔ — [1062, 904, 1233, 1022]
continuation-label: بقیہ — [302, 263, 335, 282]
continuation-box — [1062, 513, 1230, 539]
continuation-label: بقیہ — [302, 1301, 335, 1320]
article-continuation-text — [1062, 2064, 1232, 2170]
article-continuation-text — [357, 28, 527, 173]
continuation-box-spacer — [69, 891, 113, 915]
article-continuation-text — [534, 1698, 704, 1817]
continuation-label: بقیہ — [831, 1988, 863, 2007]
paragraph: اسرائیلی قبضے کو ناجائز قرار دیا۔ جنرل اسمبلی کے اجلاس میں بین الاقوامی قوانین کے تحت مسئلہ فلسطین کے دو ریاستی حل کیلئے غیر متزلزل حمایت کا اظہار کرتے ہوئے کہا گیا کہ 1967 کی سرحدی تقسیم کے مطابق دو ریاستی حل کا مطلب ہے کہ دونوں ریاستیں ایک دوسرے کے ساتھ امن و امان کے ساتھ رہیں۔ اجلاس کے دوران جون 2025 میں نیویارک میں فرانس اور سعودی عرب کی مشترکہ صدارت میں سفارتی کوششوں کے ذریعے مسئلہ فلسطین کے دو ریاستی حل کو یقینی بنانے کیلئے اعلیٰ سطح کی بین الاقوامی کانفرنس بلانے کا بھی اعلان کیا گیا۔ — [1062, 1837, 1233, 2034]
continuation-box-spacer — [1303, 1400, 1347, 1424]
article-continuation-text — [1062, 1836, 1232, 2034]
article-continuation-text — [886, 1483, 1056, 1628]
continuation-box — [1062, 27, 1230, 53]
paragraph: پر سماعت کی۔ فریقین کے دلائل سننے کے بعد عدالت نے زرتاج گل کو 21 دن کی حفاظتی ضمانت دے دی اور درج مقدمات میں زرتاج گل کو گرفتار کرنے کا حکم بھی جاری کیا۔ — [4, 1268, 175, 1333]
continuation-label: بقیہ — [831, 732, 863, 751]
continuation-box-spacer — [245, 1083, 289, 1107]
continuation-box-spacer — [1127, 2174, 1171, 2198]
continuation-box — [1062, 877, 1230, 903]
continuation-number: 14 — [1063, 514, 1126, 538]
continuation-label: بقیہ — [655, 1674, 687, 1693]
article-continuation-text — [5, 28, 175, 252]
paragraph: چیف آف ڈیفنس فورسز سے بھی ملاقاتیں ہوئی ہیں۔ ملاقاتوں میں سلامتی، دفاعی تعاون اور موجودہ علاقائی صورتحال سمیت دلچسپی کے اہم شعبوں پر تبادلہ خیال ہوا۔ فریقین نے دونوں ممالک کے درمیان فوجی تعاون بڑھانے اور دفاعی تعلقات کو مضبوط بنانے کے عزم کا اعادہ کیا۔ — [1062, 2065, 1233, 2169]
continuation-box-spacer — [69, 1338, 113, 1362]
article-continuation-text — [1062, 1754, 1232, 1807]
continuation-number: 78 — [182, 1513, 245, 1537]
continuation-box-spacer — [1303, 1602, 1347, 1626]
article-continuation-text — [710, 917, 880, 1075]
continuation-box-spacer — [950, 1242, 994, 1266]
paragraph: حل میں سرمایہ کاری پر زور دیا ہے۔ جن میں جنگلات، چراگاہوں اور پانی کے شیڈز کا انتظام، بحالی و تحفظ شامل ہیں تاکہ ماحولیاتی نقصان کی لاگت میں کمی لائی جا سکے اور ماحول کو فائدہ ہو۔ عالمی ادارے کی جانب سے یہ انتباہ کنونشن ٹو کامبیٹ ڈیزرٹیفکیشن (UNCCD) کے تحت فریقین کی کانفرنس (COP16) کے لیے ریاض میں منعقد بارہ روزہ میٹنگ کے موقع پر جاری کیا گیا ہے۔ — [357, 515, 528, 659]
continuation-box — [886, 203, 1054, 229]
continuation-box — [1239, 377, 1407, 403]
continuation-box-spacer — [245, 1811, 289, 1835]
paragraph: دیئے کہ آپ نے امن وامان بحال کرنا تھا مگر پورا اسلام آباد بند کر دیا، پی ٹی آئی سے بھی پوچھوں گا کہ عدالتی احکامات کی خلاف ورزی کیوں کی گئی، پی ٹی آئی نے غلط کیا تو حکومت نے بھی تو غلط ہی کیا، درخواست گزار کا کیا قصور تھا؟ ان کے کاروبار کو کیوں بند کیا؟ چیف جسٹس اسلام آباد ہائی کورٹ عامر فاروق نے وزارت داخلہ کو تفصیلی رپورٹ جمع کرانے کی ہدایت کر دی۔ — [533, 125, 704, 255]
continuation-box — [1239, 662, 1407, 688]
continuation-box-spacer — [69, 1543, 113, 1567]
continuation-box — [886, 1241, 1054, 1267]
paragraph: کا گھر (پاکستان) اس سال عالمی مالیاتی فنڈ (آئی ایم ایف) سے قرض لینے والے سرفہرست 3 ممالک میں شامل ہے۔ ڈان اخبار میں شائع — [1238, 917, 1409, 969]
continuation-number: 20 — [1063, 1539, 1126, 1563]
continuation-label: بقیہ — [1184, 341, 1216, 360]
article-continuation-text — [5, 1364, 175, 1456]
column-6 — [357, 27, 527, 2322]
continuation-number: 16 — [1063, 878, 1126, 902]
continuation-box-spacer — [1303, 1172, 1347, 1196]
continuation-box-spacer — [69, 1864, 113, 1888]
paragraph: دشاد قیدی اور گرفتار ملزم جاوید کے ذریعے تشکیل تک پہنچایا گیا جب کہ دہشتگرد جاوید نے پولیس کے سامنے خودکش دھماکے اور منصوبہ بندی کا اعتراف کیا۔ ابتدائی رپورٹ میں مزید بتایا گیا ہے کہ کار شوروم سے دھماکے میں استعمال ہونے والی گاڑی 71 لاکھ میں خریدی گئی اور رقم حب چوکی کے ایک نجی بینک کے ذریعے ادا کی گئی۔ خیال رہے کہ رواں برس اکتوبر کے پہلے ہفتے میں کراچی ایئرپورٹ سگنل کے قریب خودکش دھماکے میں 2 چینی شہریوں سمیت 3 افراد ہلاک ہوئے تھے۔ — [180, 1325, 351, 1508]
continuation-number: 60 — [358, 663, 421, 687]
paragraph: چیزیں تبدیل ہوئی ہیں لیکن ہم ابھی وہیں کھڑے ہیں۔ — [886, 1781, 1057, 1806]
continuation-box — [357, 1244, 525, 1270]
paragraph: دہشت گردی کی متعدد وارداتوں میں ملوث رہا ہے اور اس کی سر کی قیمت ایک کروڑ روپے مقرر کی گئی تھی۔ دہشت گرد شاہد عمر 8 سال بگرام کی جیل میں قید بھی رہا ہے تاہم افغان طالبان نے اقتدار سنبھالنے کے بعد اسے رہا کر دیا تھا۔ — [4, 1364, 175, 1456]
continuation-number: 36 — [711, 418, 774, 442]
article-continuation-text — [5, 282, 175, 414]
article-continuation-text — [1062, 229, 1232, 335]
continuation-box-spacer — [774, 1338, 818, 1362]
continuation-label: بقیہ — [1007, 1634, 1040, 1653]
continuation-label: بقیہ — [831, 1546, 863, 1565]
continuation-label: بقیہ — [655, 735, 687, 754]
continuation-box-spacer — [1303, 663, 1347, 687]
continuation-box — [534, 1671, 702, 1697]
continuation-box — [1239, 460, 1407, 486]
continuation-box — [5, 1241, 173, 1267]
